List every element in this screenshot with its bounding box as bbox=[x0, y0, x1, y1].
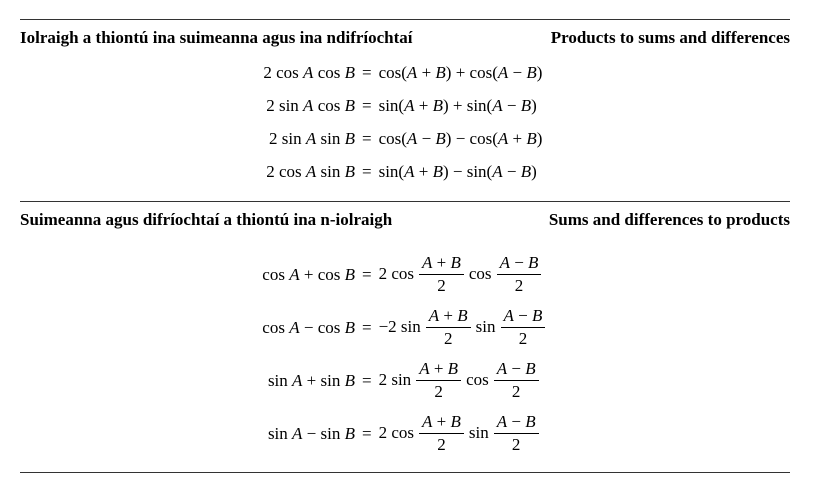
equation-row bbox=[20, 56, 790, 89]
math-text: ) + sin( bbox=[442, 95, 493, 115]
math-variable: A bbox=[422, 411, 433, 431]
equation-rhs bbox=[379, 306, 790, 350]
math-text: + bbox=[414, 161, 433, 181]
math-text: 2 sin bbox=[269, 128, 306, 148]
equals-sign: = bbox=[362, 370, 372, 390]
equations-products-to-sums bbox=[20, 56, 790, 188]
math-variable: A bbox=[289, 317, 300, 337]
horizontal-rule-bottom bbox=[20, 472, 790, 473]
equation-rhs bbox=[379, 412, 790, 456]
horizontal-rule-middle bbox=[20, 201, 790, 202]
math-text: + sin bbox=[302, 370, 345, 390]
math-text: sin( bbox=[378, 95, 405, 115]
math-variable: A bbox=[496, 358, 508, 378]
math-variable: B bbox=[432, 95, 443, 115]
math-variable: B bbox=[344, 95, 355, 115]
math-text: − bbox=[509, 252, 529, 272]
denominator bbox=[419, 274, 464, 296]
denominator bbox=[494, 433, 539, 455]
math-variable: A bbox=[305, 128, 317, 148]
horizontal-rule-top bbox=[20, 19, 790, 20]
math-variable: B bbox=[432, 161, 443, 181]
math-text: 2 sin bbox=[378, 369, 412, 389]
math-variable: B bbox=[520, 95, 532, 115]
math-text: + bbox=[432, 252, 451, 272]
math-text: − bbox=[508, 62, 527, 82]
math-variable: B bbox=[525, 358, 536, 378]
math-variable: B bbox=[528, 252, 539, 272]
equation-lhs bbox=[20, 371, 355, 391]
equals-sign: = bbox=[362, 161, 372, 181]
math-text: cos bbox=[468, 263, 492, 283]
section-title-irish: Iolraigh a thiontú ina suimeanna agus ina ndifríochtaí bbox=[20, 28, 413, 47]
math-variable: A bbox=[292, 370, 303, 390]
section-title-irish: Suimeanna agus difríochtaí a thiontú ina n-iolraigh bbox=[20, 210, 393, 229]
numerator bbox=[494, 359, 539, 380]
equals-sign: = bbox=[362, 423, 372, 443]
math-variable: B bbox=[450, 411, 461, 431]
math-text: cos bbox=[313, 62, 345, 82]
math-variable: A bbox=[492, 95, 503, 115]
math-text: − bbox=[417, 128, 436, 148]
math-text: cos bbox=[466, 369, 489, 389]
math-text: ) + cos( bbox=[445, 62, 498, 82]
math-text: − bbox=[507, 358, 526, 378]
math-text: − bbox=[507, 411, 526, 431]
denominator bbox=[419, 433, 464, 455]
equation-row bbox=[20, 89, 790, 122]
fraction bbox=[419, 253, 464, 297]
math-text: cos( bbox=[378, 128, 407, 148]
math-text: 2 cos bbox=[263, 62, 304, 82]
math-variable: A bbox=[404, 95, 415, 115]
math-variable: B bbox=[344, 264, 355, 284]
math-variable: A bbox=[289, 264, 300, 284]
fraction bbox=[497, 253, 542, 297]
denominator bbox=[497, 274, 542, 296]
denominator bbox=[494, 380, 539, 402]
math-text: 2 bbox=[514, 276, 524, 295]
math-text: sin bbox=[267, 423, 293, 443]
math-variable: A bbox=[305, 161, 317, 181]
math-text: ) bbox=[531, 95, 537, 115]
math-text: cos bbox=[313, 95, 345, 115]
equation-lhs bbox=[20, 129, 355, 149]
math-text: 2 bbox=[518, 329, 528, 348]
section-header-products bbox=[20, 28, 790, 48]
fraction bbox=[494, 412, 539, 456]
denominator bbox=[501, 327, 546, 349]
math-text: ) − sin( bbox=[442, 161, 493, 181]
equation-lhs bbox=[20, 162, 355, 182]
numerator bbox=[419, 412, 464, 433]
equation-row bbox=[20, 301, 790, 354]
math-text: + bbox=[429, 358, 448, 378]
math-variable: B bbox=[435, 128, 446, 148]
math-text: + cos bbox=[299, 264, 345, 284]
equation-rhs bbox=[379, 63, 790, 83]
math-variable: A bbox=[497, 128, 509, 148]
fraction bbox=[494, 359, 539, 403]
equation-row bbox=[20, 122, 790, 155]
math-text: 2 cos bbox=[378, 422, 415, 442]
math-text: ) bbox=[536, 128, 543, 148]
math-text: 2 cos bbox=[266, 161, 306, 181]
math-text: 2 bbox=[511, 382, 521, 401]
section-title-english: Products to sums and differences bbox=[550, 28, 790, 47]
equation-row bbox=[20, 155, 790, 188]
equations-sums-to-products bbox=[20, 248, 790, 460]
numerator bbox=[419, 253, 464, 274]
math-text: − sin bbox=[302, 423, 345, 443]
math-text: 2 sin bbox=[266, 95, 304, 115]
math-variable: A bbox=[406, 62, 418, 82]
math-variable: B bbox=[344, 370, 355, 390]
math-variable: A bbox=[419, 358, 430, 378]
denominator bbox=[416, 380, 461, 402]
math-variable: A bbox=[492, 161, 503, 181]
equals-sign: = bbox=[362, 128, 372, 148]
math-text: ) − cos( bbox=[445, 128, 498, 148]
math-variable: A bbox=[404, 161, 415, 181]
math-text: sin( bbox=[378, 161, 405, 181]
fraction bbox=[426, 306, 471, 350]
denominator bbox=[426, 327, 471, 349]
equation-lhs bbox=[20, 265, 355, 285]
math-text: + bbox=[414, 95, 433, 115]
math-variable: B bbox=[344, 128, 355, 148]
math-text: sin bbox=[468, 422, 489, 442]
math-text: cos bbox=[262, 317, 290, 337]
equation-rhs bbox=[379, 359, 790, 403]
math-variable: A bbox=[497, 62, 509, 82]
math-text: + bbox=[432, 411, 451, 431]
math-text: ) bbox=[536, 62, 543, 82]
equation-rhs bbox=[379, 129, 790, 149]
math-variable: A bbox=[503, 305, 514, 325]
equation-rhs bbox=[379, 162, 790, 182]
math-text: + bbox=[417, 62, 436, 82]
math-variable: B bbox=[450, 252, 461, 272]
numerator bbox=[416, 359, 461, 380]
math-text: − bbox=[502, 95, 521, 115]
math-variable: B bbox=[531, 305, 543, 325]
math-text: sin bbox=[267, 370, 293, 390]
math-text: 2 bbox=[511, 435, 521, 454]
math-variable: B bbox=[447, 358, 459, 378]
math-text: −2 sin bbox=[378, 316, 421, 336]
equation-row bbox=[20, 248, 790, 301]
math-text: + bbox=[439, 305, 458, 325]
math-variable: A bbox=[406, 128, 418, 148]
math-variable: A bbox=[303, 62, 314, 82]
math-variable: B bbox=[526, 62, 537, 82]
math-variable: B bbox=[525, 411, 536, 431]
math-variable: A bbox=[303, 95, 314, 115]
equation-rhs bbox=[379, 253, 790, 297]
numerator bbox=[494, 412, 539, 433]
math-text: sin bbox=[475, 316, 496, 336]
fraction bbox=[501, 306, 546, 350]
math-text: 2 bbox=[437, 276, 446, 295]
equation-lhs bbox=[20, 63, 355, 83]
equals-sign: = bbox=[362, 264, 372, 284]
math-text: 2 bbox=[434, 382, 443, 401]
math-variable: A bbox=[292, 423, 303, 443]
equals-sign: = bbox=[362, 95, 372, 115]
math-text: cos( bbox=[378, 62, 407, 82]
equation-row bbox=[20, 407, 790, 460]
math-variable: A bbox=[499, 252, 510, 272]
math-text: sin bbox=[316, 161, 345, 181]
numerator bbox=[501, 306, 546, 327]
fraction bbox=[416, 359, 461, 403]
numerator bbox=[426, 306, 471, 327]
math-text: ) bbox=[531, 161, 537, 181]
math-variable: B bbox=[457, 305, 468, 325]
equation-lhs bbox=[20, 424, 355, 444]
math-text: 2 cos bbox=[378, 263, 415, 283]
fraction bbox=[419, 412, 464, 456]
math-variable: A bbox=[428, 305, 440, 325]
math-text: − bbox=[502, 161, 521, 181]
equals-sign: = bbox=[362, 62, 372, 82]
math-variable: B bbox=[520, 161, 532, 181]
equation-lhs bbox=[20, 318, 355, 338]
math-variable: B bbox=[344, 161, 355, 181]
math-text: − bbox=[513, 305, 532, 325]
math-variable: B bbox=[344, 317, 355, 337]
math-variable: A bbox=[422, 252, 433, 272]
math-variable: A bbox=[496, 411, 508, 431]
section-header-sums bbox=[20, 210, 790, 230]
equals-sign: = bbox=[362, 317, 372, 337]
equation-rhs bbox=[379, 96, 790, 116]
math-text: 2 bbox=[443, 329, 453, 348]
math-text: − cos bbox=[299, 317, 345, 337]
page-content bbox=[0, 19, 815, 473]
math-variable: B bbox=[435, 62, 446, 82]
equation-lhs bbox=[20, 96, 355, 116]
math-variable: B bbox=[344, 423, 355, 443]
math-variable: B bbox=[526, 128, 537, 148]
section-title-english: Sums and differences to products bbox=[548, 210, 790, 229]
math-text: sin bbox=[316, 128, 345, 148]
numerator bbox=[497, 253, 542, 274]
equation-row bbox=[20, 354, 790, 407]
math-text: + bbox=[508, 128, 527, 148]
math-text: cos bbox=[262, 264, 290, 284]
math-text: 2 bbox=[437, 435, 446, 454]
math-variable: B bbox=[344, 62, 355, 82]
